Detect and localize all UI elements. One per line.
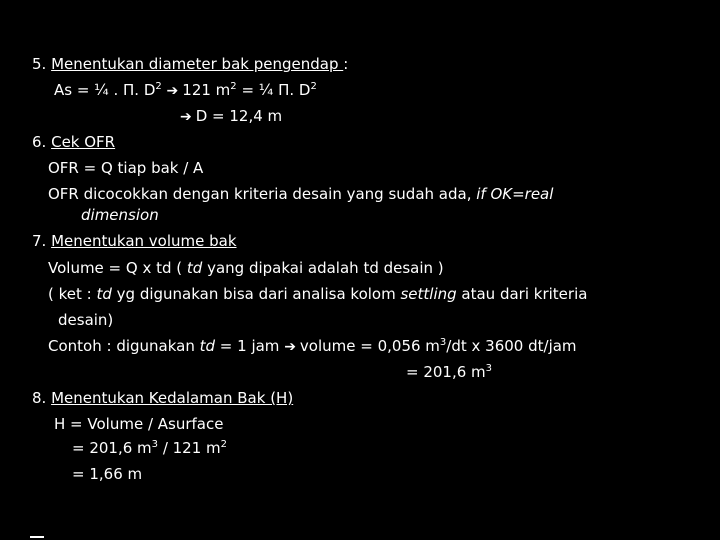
depth-result: = 1,66 m [72, 465, 143, 483]
volume-note: ( ket : td yg digunakan bisa dari analisa kolom settling atau dari kriteria [48, 285, 588, 303]
formula-area-value: 121 m [182, 81, 231, 99]
section5-result [180, 107, 282, 126]
ofr-check-text: OFR dicocokkan dengan kriteria desain yang sudah ada, if OK=real [48, 185, 554, 203]
formula-area-expr: = ¼ Π. D [236, 81, 311, 99]
section6-title: Cek OFR [51, 133, 116, 151]
volume-result: = 201,6 $m^3$ [406, 363, 493, 381]
arrow-right-icon: ➔ [180, 109, 192, 125]
section5-number: 5. [32, 55, 47, 73]
section8-title: Menentukan Kedalaman Bak (H) [51, 389, 294, 407]
section5-heading [32, 55, 348, 73]
section7-number: 7. [32, 232, 47, 250]
formula-as: As = ¼ . Π. D [54, 81, 156, 99]
diameter-result: D = 12,4 m [195, 107, 283, 125]
arrow-right-icon: ➔ [166, 83, 179, 99]
ofr-formula: OFR = Q tiap bak / A [48, 159, 204, 177]
section6-heading [32, 133, 115, 151]
volume-formula: Volume = Q x td ( td yang dipakai adalah td desain ) [48, 259, 444, 277]
section6-number: 6. [32, 133, 47, 151]
section8-number: 8. [32, 389, 47, 407]
arrow-right-icon: ➔ [284, 339, 296, 355]
depth-calc: = 201,6 $m^3 / 121$ $m^2$ [72, 439, 228, 457]
section7-title: Menentukan volume bak [51, 232, 237, 250]
section7-heading [32, 232, 237, 250]
text-cursor [30, 536, 44, 538]
ofr-condition: if OK=real [476, 185, 554, 203]
section5-colon: : [343, 55, 349, 73]
ofr-dimension: dimension [81, 206, 159, 224]
section8-heading [32, 389, 293, 407]
section5-formula: As = ¼ . Π. $D^2$ ➔ 121 $m^2$ = ¼ Π. $D^2$ [54, 81, 317, 99]
depth-formula: H = Volume / Asurface [54, 415, 224, 433]
volume-example: Contoh : digunakan td = 1 jam ➔ volume = 0,056 $m^3/dt$ x 3600 dt/jam [48, 337, 577, 355]
section5-title: Menentukan diameter bak pengendap [51, 55, 344, 73]
volume-note-end: desain) [58, 311, 114, 329]
